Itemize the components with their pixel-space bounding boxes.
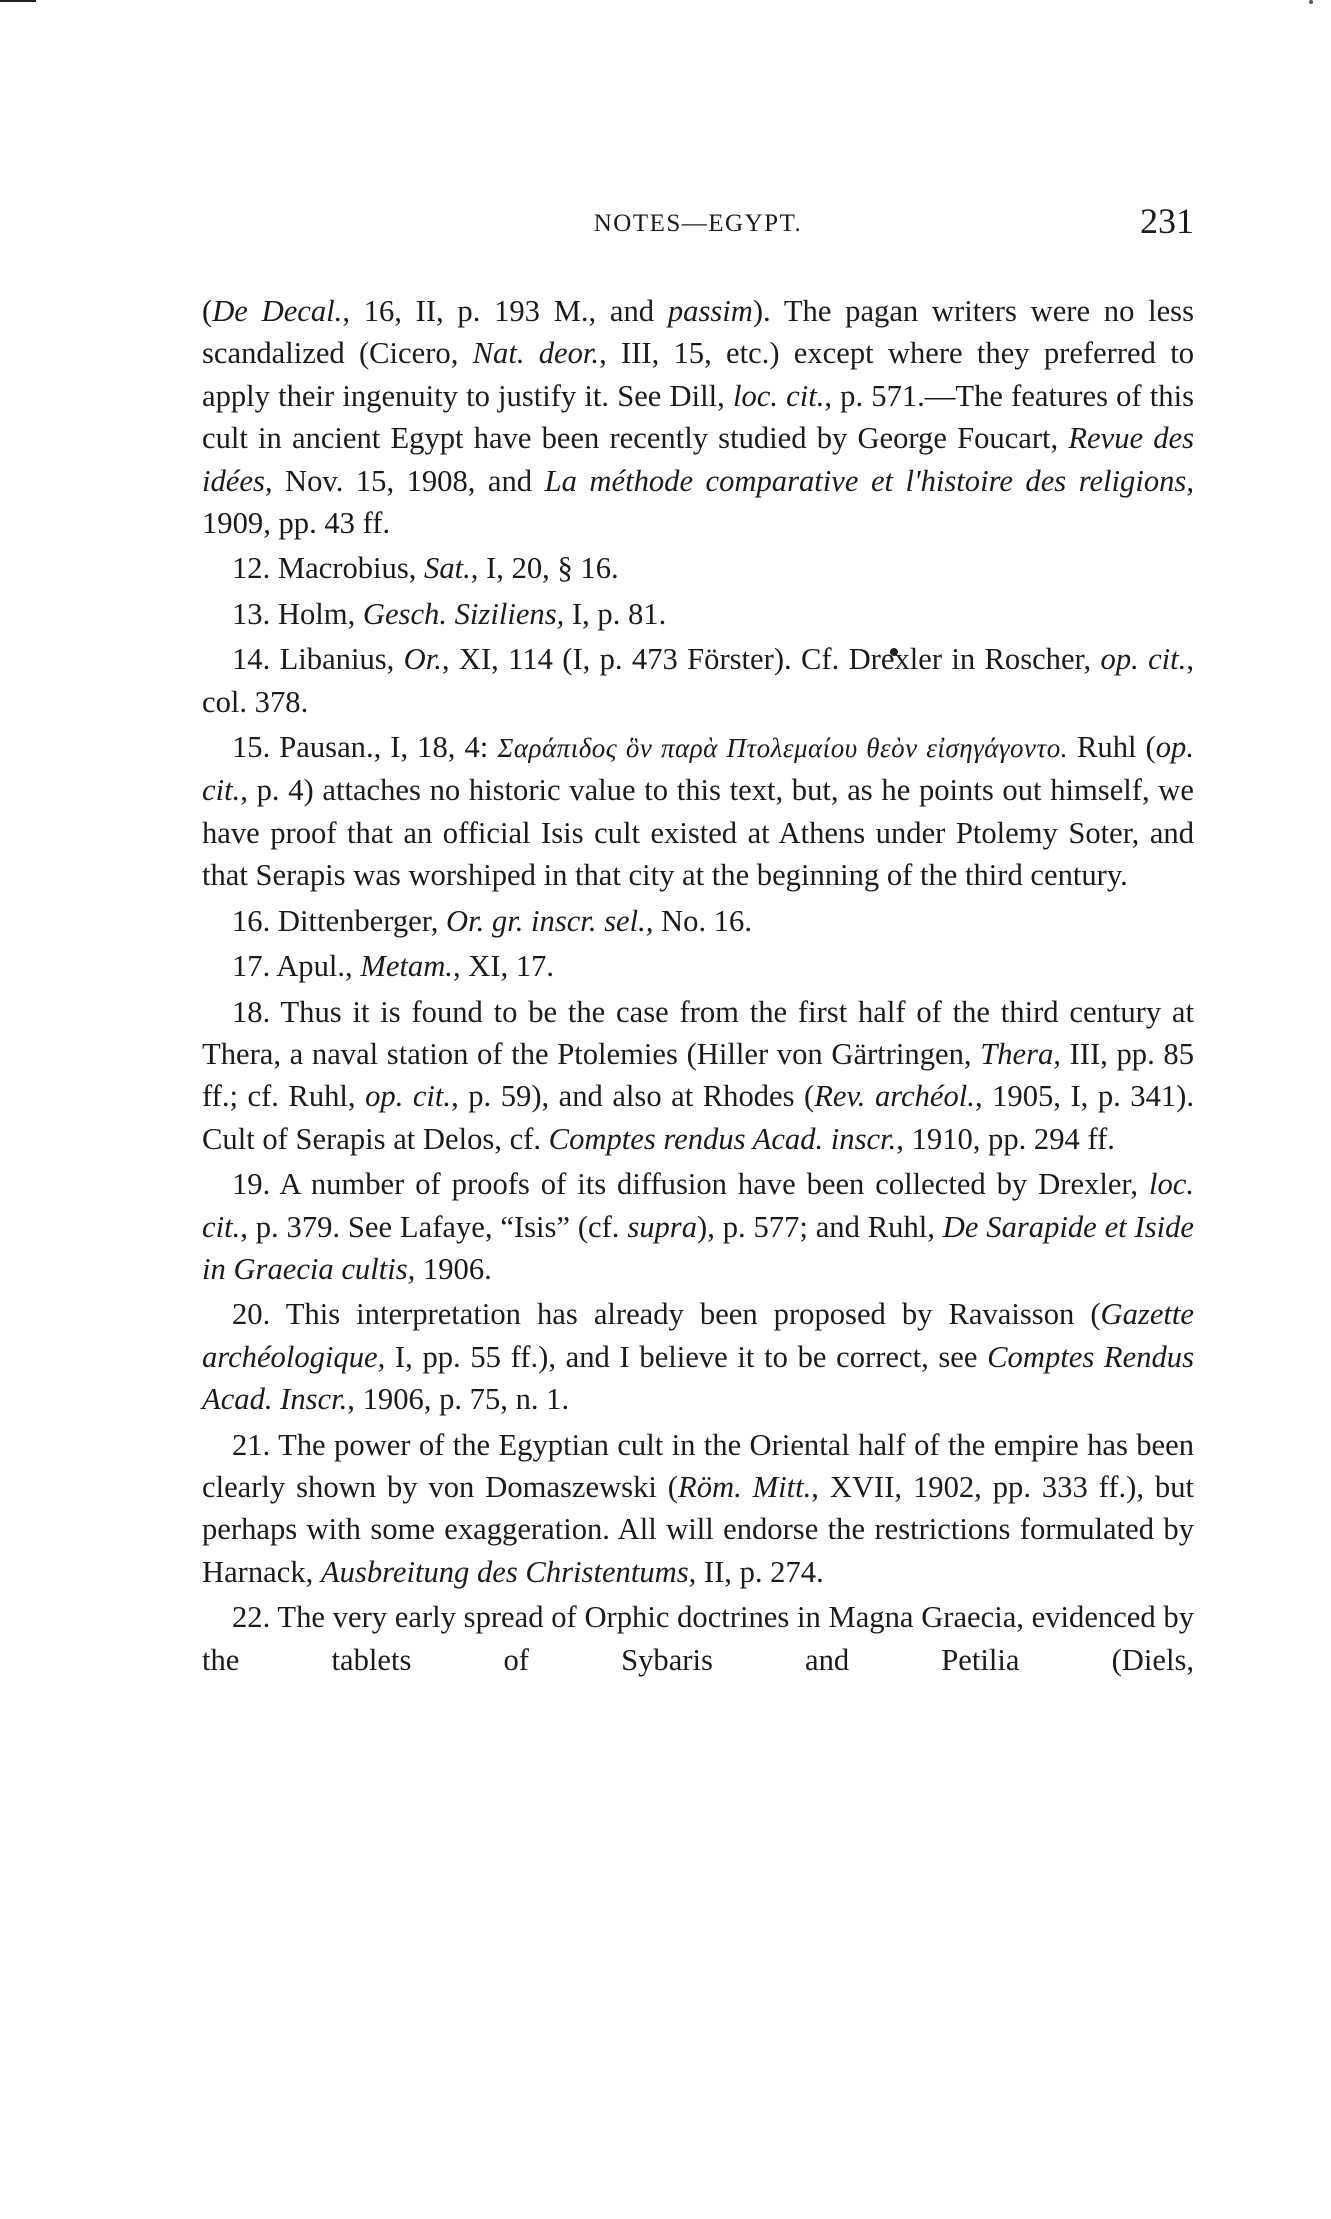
text-run: III, pp. 85 ff.; cf. Ruhl,	[202, 1036, 1195, 1114]
text-run: 17. Apul.,	[232, 949, 361, 984]
citation-italic: Comptes rendus Acad. inscr.	[548, 1121, 897, 1156]
text-run: 18. Thus it is found to be the case from the first half of the third century at Thera, a naval station of the Ptolemies (Hiller von Gärtringen,	[202, 994, 1194, 1071]
text-run: , 1905, I, p. 341). Cult of Serapis at Delos, cf.	[202, 1079, 1195, 1156]
text-run: , 1906, p. 75, n. 1.	[347, 1382, 570, 1417]
text-run: , p. 4) attaches no historic value to this text, but, as he points out himself, we have proof that an official Isis cult existed at Athens under Ptolemy Soter, and that Serapis was worshiped in that city at the beginning of the third century.	[202, 773, 1194, 893]
page-number: 231	[1140, 201, 1194, 241]
text-run: Nov. 15, 1908, and	[272, 463, 545, 498]
text-run: 13. Holm,	[232, 596, 363, 631]
citation-italic: Sat.	[424, 551, 471, 586]
citation-italic: Comptes Rendus Acad. Inscr.	[202, 1339, 1194, 1417]
note-14	[202, 638, 1194, 723]
text-run: No. 16.	[653, 903, 752, 938]
text-run: 21. The power of the Egyptian cult in the Oriental half of the empire has been clearly shown by von Domaszewski (	[202, 1427, 1194, 1504]
text-run: 16. Dittenberger,	[232, 903, 447, 938]
page-header	[202, 200, 1194, 244]
note-22	[202, 1596, 1194, 1681]
citation-italic: Röm. Mitt.	[678, 1469, 812, 1504]
citation-italic: loc. cit.	[202, 1167, 1194, 1244]
citation-italic: op. cit.	[365, 1079, 452, 1114]
note-11-continuation	[202, 290, 1194, 544]
text-run: Ruhl (	[1067, 730, 1156, 765]
text-run: 14. Libanius,	[232, 642, 404, 677]
note-20	[202, 1293, 1194, 1420]
corner-scan-mark	[0, 0, 36, 2]
note-16	[202, 900, 1194, 942]
citation-italic: op. cit.	[202, 730, 1194, 808]
notes-body	[202, 290, 1194, 1681]
text-run: II, p. 274.	[696, 1554, 824, 1589]
citation-italic: supra	[627, 1209, 698, 1244]
citation-italic: Gesch. Siziliens,	[362, 596, 565, 631]
text-run: ). The pagan writers were no less scandalized (Cicero,	[202, 294, 1194, 371]
text-run: , col. 378.	[202, 642, 1194, 719]
text-run: I, pp. 55 ff.), and I believe it to be correct, see	[385, 1339, 988, 1374]
text-run: , p. 59), and also at Rhodes (	[451, 1079, 815, 1114]
scan-speck	[1309, 0, 1313, 4]
text-run: , III, 15, etc.) except where they preferred to apply their ingenuity to justify it. See Dill,	[202, 336, 1194, 413]
text-run: , XI, 114 (I, p. 473 Förster). Cf. Drexler in Roscher,	[441, 642, 1101, 677]
note-19	[202, 1163, 1194, 1290]
text-run: 22. The very early spread of Orphic doctrines in Magna Graecia, evidenced by the tablets of Sybaris and Petilia (Diels,	[202, 1600, 1194, 1677]
text-run: ), p. 577; and Ruhl,	[697, 1209, 943, 1244]
citation-italic: Gazette archéologique,	[202, 1297, 1194, 1374]
note-17	[202, 945, 1194, 987]
citation-italic: passim	[667, 294, 753, 328]
citation-italic: De Sarapide et Iside in Graecia cultis,	[202, 1209, 1195, 1286]
text-run: , p. 379. See Lafaye, “Isis” (cf.	[240, 1209, 628, 1244]
text-run: 15. Pausan., I, 18, 4:	[232, 730, 498, 765]
text-run: 20. This interpretation has already been proposed by Ravaisson (	[232, 1297, 1101, 1332]
citation-italic: Thera,	[980, 1036, 1061, 1071]
note-13	[202, 593, 1194, 635]
citation-italic: Or. gr. inscr. sel.,	[446, 903, 654, 938]
citation-italic: Metam.	[360, 949, 453, 984]
citation-italic: La méthode comparative et l'histoire des religions,	[544, 463, 1194, 498]
citation-italic: Rev. archéol.	[814, 1079, 975, 1114]
running-head: NOTES—EGYPT.	[593, 210, 803, 237]
citation-italic: Or.	[403, 642, 442, 677]
text-run: 19. A number of proofs of its diffusion have been collected by Drexler,	[232, 1167, 1149, 1202]
citation-italic: Nat. deor.	[472, 336, 600, 371]
citation-italic: De Decal.	[212, 294, 343, 328]
note-12	[202, 547, 1194, 589]
text-run: , p. 571.—The features of this cult in ancient Egypt have been recently studied by George Foucart,	[202, 378, 1194, 456]
note-18	[202, 991, 1194, 1161]
text-run: , I, 20, § 16.	[470, 551, 619, 586]
note-21	[202, 1424, 1194, 1594]
text-run: 12. Macrobius,	[232, 551, 425, 586]
text-run: 1909, pp. 43 ff.	[202, 506, 391, 541]
text-run: I, p. 81.	[564, 596, 667, 631]
text-run: 1906.	[415, 1251, 492, 1286]
note-15	[202, 726, 1194, 897]
citation-italic: op. cit.	[1100, 642, 1187, 677]
text-run: , 16, II, p. 193 M., and	[342, 294, 668, 328]
text-run: , XVII, 1902, pp. 333 ff.), but perhaps with some exaggeration. All will endorse the restrictions formulated by Harnack,	[202, 1469, 1195, 1589]
greek-quotation: Σαράπιδος ὃν παρὰ Πτολεμαίου θεὸν εἰσηγάγοντο.	[497, 733, 1068, 764]
text-run: (	[202, 294, 213, 328]
citation-italic: Ausbreitung des Christentums,	[320, 1554, 697, 1589]
text-run: , 1910, pp. 294 ff.	[896, 1121, 1115, 1156]
text-run: , XI, 17.	[452, 949, 555, 984]
citation-italic: loc. cit.	[732, 378, 825, 413]
citation-italic: Revue des idées,	[202, 421, 1194, 498]
